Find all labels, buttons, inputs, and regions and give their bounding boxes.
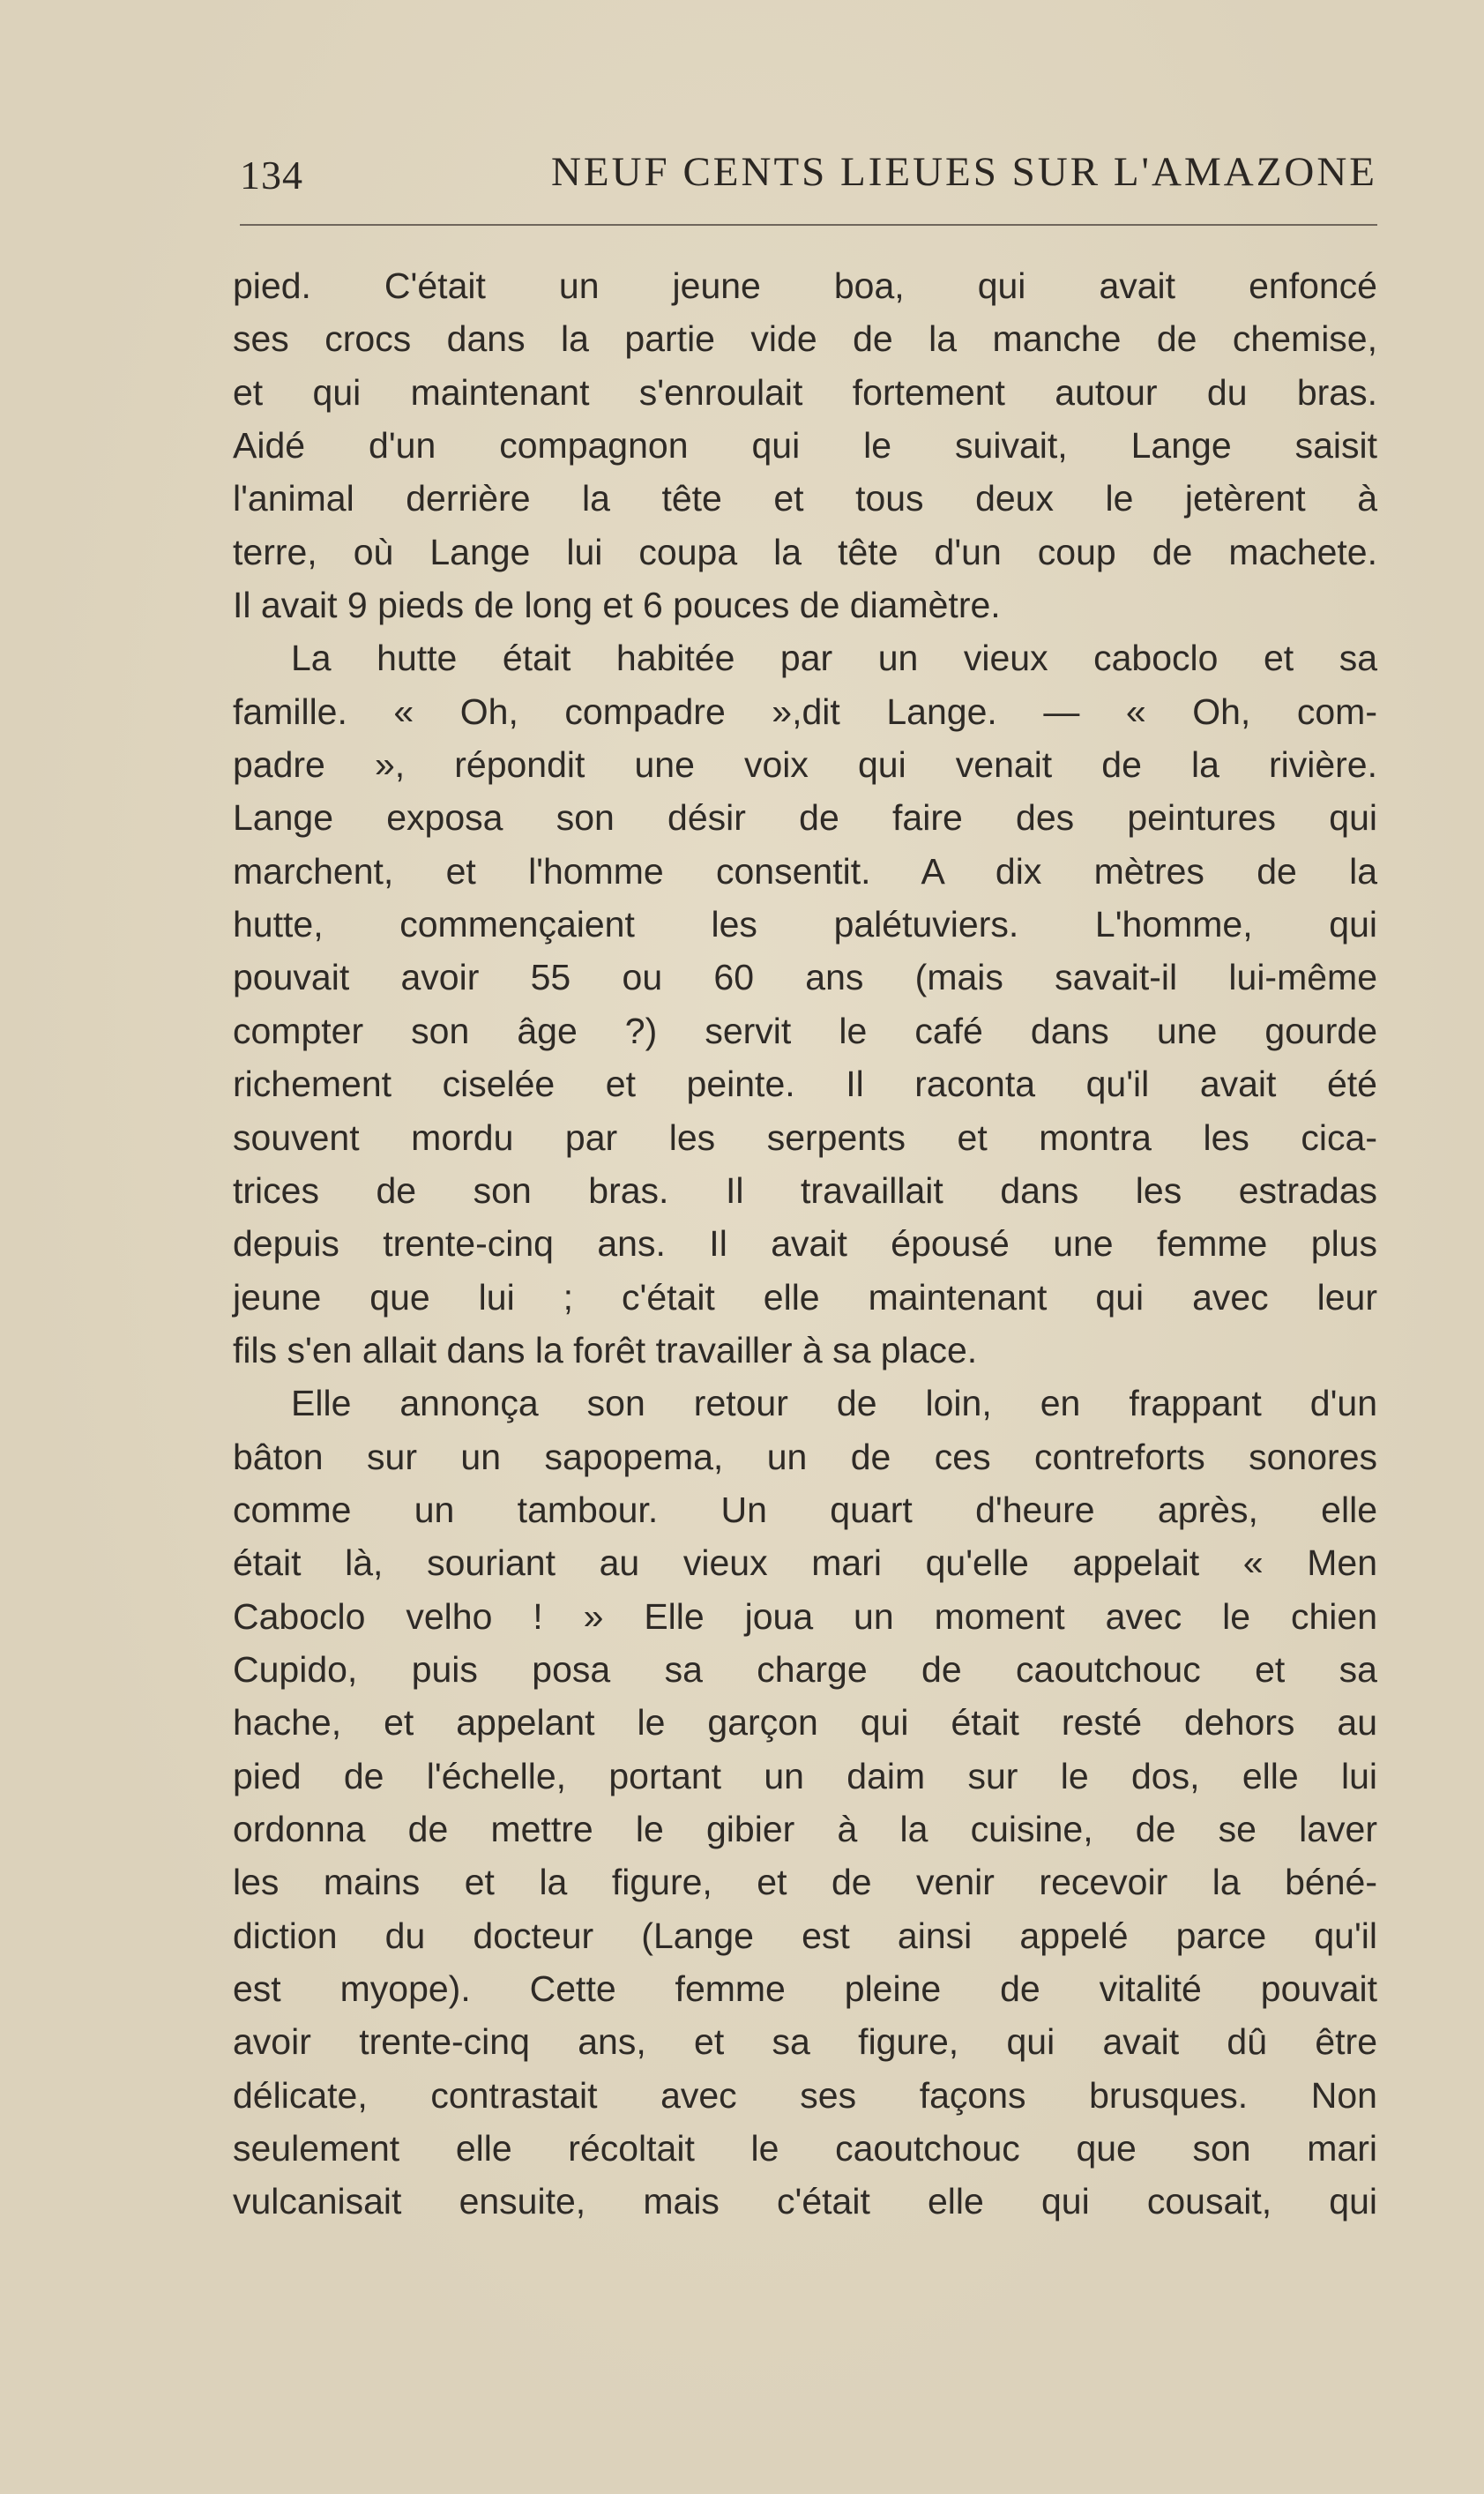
text-line: famille. « Oh, compadre »,dit Lange. — « Oh, com- xyxy=(233,691,1377,732)
text-line: Elle annonça son retour de loin, en frappant d'un xyxy=(291,1383,1377,1424)
text-line: diction du docteur (Lange est ainsi appelé parce qu'il xyxy=(233,1915,1377,1956)
text-line: ordonna de mettre le gibier à la cuisine, de se laver xyxy=(233,1808,1377,1849)
body-text xyxy=(233,259,1377,2229)
text-line: les mains et la figure, et de venir recevoir la béné- xyxy=(233,1862,1377,1903)
text-line: hutte, commençaient les palétuviers. L'homme, qui xyxy=(233,904,1377,945)
text-line: était là, souriant au vieux mari qu'elle appelait « Men xyxy=(233,1542,1377,1584)
text-line: marchent, et l'homme consentit. A dix mètres de la xyxy=(233,850,1377,892)
text-line: jeune que lui ; c'était elle maintenant qui avec leur xyxy=(233,1276,1377,1318)
text-line: depuis trente-cinq ans. Il avait épousé une femme plus xyxy=(233,1223,1377,1265)
text-line: Aidé d'un compagnon qui le suivait, Lange saisit xyxy=(233,425,1377,467)
text-line: est myope). Cette femme pleine de vitalité pouvait xyxy=(233,1968,1377,2009)
text-line: hache, et appelant le garçon qui était resté dehors au xyxy=(233,1702,1377,1744)
text-line: Il avait 9 pieds de long et 6 pouces de diamètre. xyxy=(233,585,1001,626)
text-line: pied de l'échelle, portant un daim sur le dos, elle lui xyxy=(233,1755,1377,1796)
text-line: trices de son bras. Il travaillait dans les estradas xyxy=(233,1169,1377,1211)
text-line: souvent mordu par les serpents et montra les cica- xyxy=(233,1116,1377,1158)
text-line: ses crocs dans la partie vide de la manche de chemise, xyxy=(233,318,1377,360)
text-line: Lange exposa son désir de faire des peintures qui xyxy=(233,797,1377,839)
text-line: bâton sur un sapopema, un de ces contreforts sonores xyxy=(233,1436,1377,1477)
text-line: fils s'en allait dans la forêt travailler à sa place. xyxy=(233,1329,978,1370)
text-line: vulcanisait ensuite, mais c'était elle qui cousait, qui xyxy=(233,2181,1377,2222)
running-title: NEUF CENTS LIEUES SUR L'AMAZONE xyxy=(550,149,1377,195)
header-rule xyxy=(240,224,1377,226)
text-line: pouvait avoir 55 ou 60 ans (mais savait-il lui-même xyxy=(233,957,1377,998)
text-line: richement ciselée et peinte. Il raconta qu'il avait été xyxy=(233,1064,1377,1105)
text-line: padre », répondit une voix qui venait de la rivière. xyxy=(233,744,1377,786)
text-line: comme un tambour. Un quart d'heure après, elle xyxy=(233,1489,1377,1530)
text-line: Caboclo velho ! » Elle joua un moment avec le chien xyxy=(233,1595,1377,1637)
text-line: pied. C'était un jeune boa, qui avait enfoncé xyxy=(233,265,1377,306)
text-line: avoir trente-cinq ans, et sa figure, qui avait dû être xyxy=(233,2021,1377,2063)
text-line: seulement elle récoltait le caoutchouc que son mari xyxy=(233,2128,1377,2169)
text-line: Cupido, puis posa sa charge de caoutchouc et sa xyxy=(233,1648,1377,1690)
text-line: et qui maintenant s'enroulait fortement autour du bras. xyxy=(233,371,1377,413)
text-line: terre, où Lange lui coupa la tête d'un coup de machete. xyxy=(233,531,1377,572)
text-line: l'animal derrière la tête et tous deux le jetèrent à xyxy=(233,478,1377,519)
page-number: 134 xyxy=(240,153,303,198)
text-line: La hutte était habitée par un vieux caboclo et sa xyxy=(291,638,1377,679)
page-header xyxy=(240,148,1377,210)
text-line: compter son âge ?) servit le café dans une gourde xyxy=(233,1010,1377,1051)
text-line: délicate, contrastait avec ses façons brusques. Non xyxy=(233,2074,1377,2116)
